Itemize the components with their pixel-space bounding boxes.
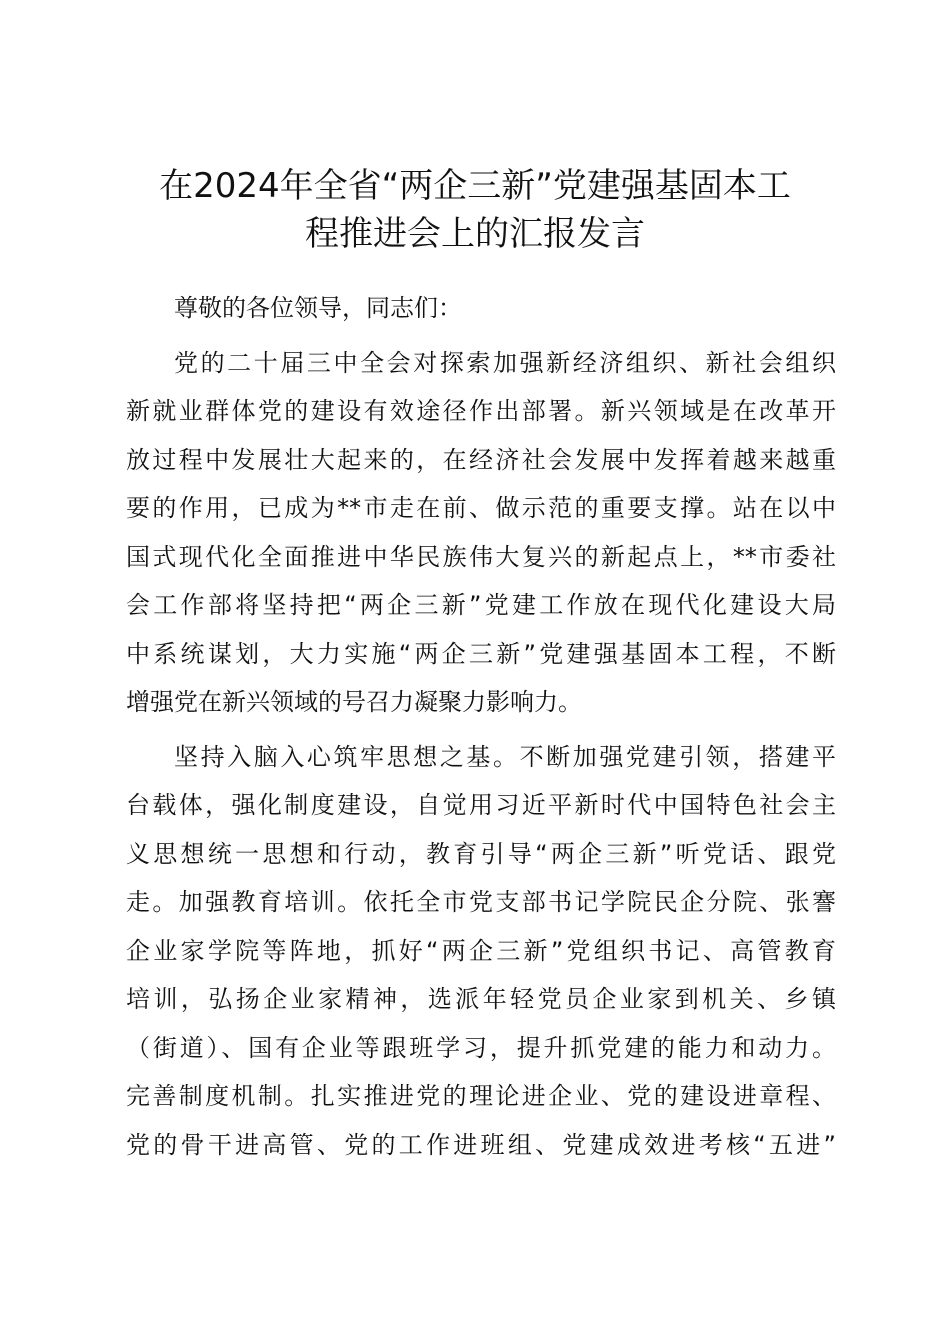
paragraph-line: 国式现代化全面推进中华民族伟大复兴的新起点上，**市委社 — [126, 542, 836, 571]
paragraph-line: 走。加强教育培训。依托全市党支部书记学院民企分院、张謇 — [126, 888, 836, 916]
paragraph-1 — [126, 339, 836, 727]
salutation: 尊敬的各位领导，同志们： — [174, 294, 462, 322]
paragraph-line: 会工作部将坚持把“两企三新”党建工作放在现代化建设大局 — [126, 591, 836, 619]
paragraph-line: （街道）、国有企业等跟班学习，提升抓党建的能力和动力。 — [126, 1033, 836, 1062]
paragraph-line: 坚持入脑入心筑牢思想之基。不断加强党建引领，搭建平 — [174, 742, 836, 771]
paragraph-line: 完善制度机制。扎实推进党的理论进企业、党的建设进章程、 — [126, 1082, 836, 1110]
document-title — [110, 162, 840, 258]
paragraph-line: 放过程中发展壮大起来的，在经济社会发展中发挥着越来越重 — [126, 445, 836, 474]
paragraph-line: 新就业群体党的建设有效途径作出部署。新兴领域是在改革开 — [126, 397, 836, 425]
paragraph-line: 培训，弘扬企业家精神，选派年轻党员企业家到机关、乡镇 — [126, 985, 836, 1013]
paragraph-line: 要的作用，已成为**市走在前、做示范的重要支撑。站在以中 — [126, 494, 836, 522]
paragraph-line: 义思想统一思想和行动，教育引导“两企三新”听党话、跟党 — [126, 839, 836, 868]
salutation-paragraph — [126, 284, 836, 333]
paragraph-line: 中系统谋划，大力实施“两企三新”党建强基固本工程，不断 — [126, 639, 836, 668]
paragraph-2 — [126, 733, 836, 1170]
paragraph-line: 党的二十届三中全会对探索加强新经济组织、新社会组织 — [174, 348, 836, 377]
title-line-1: 在2024年全省“两企三新”党建强基固本工 — [159, 166, 791, 206]
paragraph-line: 党的骨干进高管、党的工作进班组、党建成效进考核“五进” — [126, 1130, 836, 1159]
paragraph-line: 企业家学院等阵地，抓好“两企三新”党组织书记、高管教育 — [126, 936, 836, 965]
document-body — [126, 284, 836, 1175]
title-line-2: 程推进会上的汇报发言 — [305, 214, 645, 254]
paragraph-line: 增强党在新兴领域的号召力凝聚力影响力。 — [126, 688, 582, 716]
paragraph-line: 台载体，强化制度建设，自觉用习近平新时代中国特色社会主 — [126, 791, 836, 819]
